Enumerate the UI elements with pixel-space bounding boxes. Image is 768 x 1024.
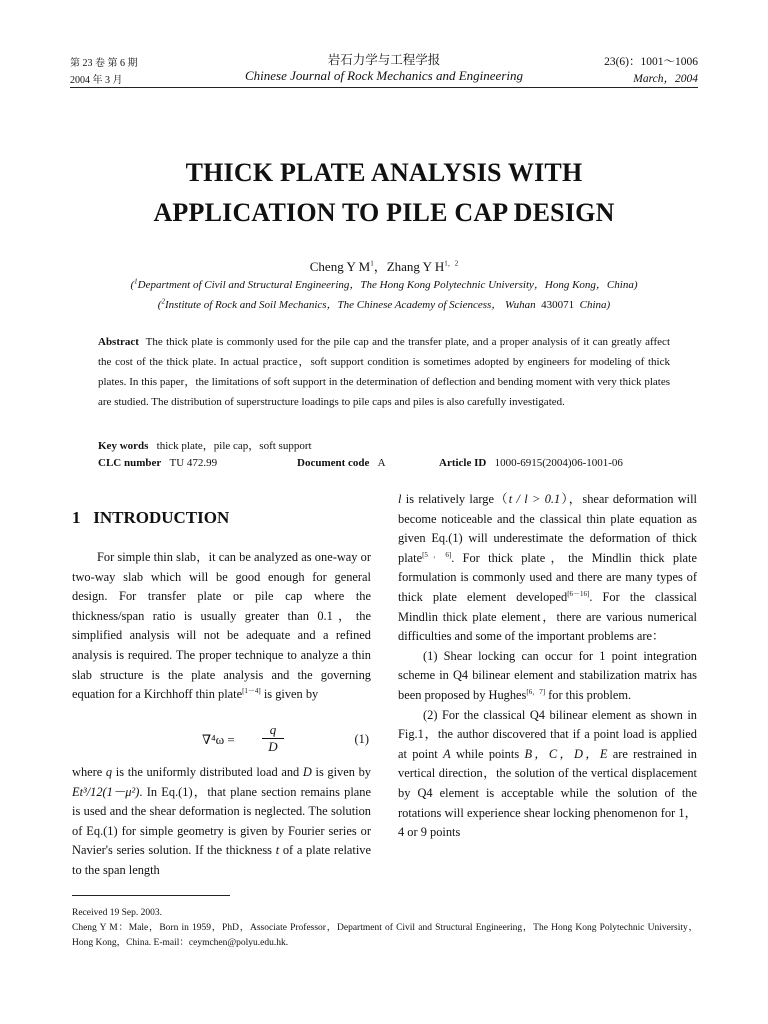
document-code [297,457,386,469]
equation-fraction [262,722,284,755]
left-paragraph-1 [72,548,371,705]
right-p0-d: . For the classical Mindlin thick plate element，there are various numerical difficulties and some of the important problems are： [398,589,697,644]
right-p2-b: while points [450,746,525,761]
affiliation-1-sup: 1 [134,277,138,286]
article-id-value: 1000-6915(2004)06-1001-06 [494,457,623,469]
left-p2-t: t [275,843,280,858]
left-p2-q: q [105,765,113,779]
footnote-received: Received 19 Sep. 2003. [72,908,162,918]
header-journal-en: Chinese Journal of Rock Mechanics and Engineering [245,68,523,83]
right-p2-A: A [443,746,451,761]
right-p1-b: for this problem. [545,687,632,702]
right-p0-ref2: [6－16] [567,589,590,598]
right-column [398,490,697,843]
article-id [439,457,623,469]
header-volume: 第 23 卷 第 6 期 [70,58,138,69]
article-id-label: Article ID [439,457,487,469]
paper-title-line2: APPLICATION TO PILE CAP DESIGN [153,198,615,227]
clc-label: CLC number [98,457,162,469]
clc-line [98,457,217,469]
paper-title-line1: THICK PLATE ANALYSIS WITH [185,158,583,187]
section-number: 1 [72,508,81,527]
header-journal-cn: 岩石力学与工程学报 [327,52,441,67]
author-sep: ， [373,259,387,274]
equation-1 [72,722,371,762]
right-p0-a: is relatively large（ [401,492,509,506]
left-p1-text: For simple thin slab，it can be analyzed as one-way or two-way slab which will be good enough for general design. For transfer plate or pile cap where the thickness/span ratio is usually greater than 0.1，the simplified analysis will not be adequate and a refined analysis is required. The proper technique to analyze a thin slab structure is the plate analysis and the governing equation for a Kirchhoff thin plate [72,550,371,702]
author-1-sup: 1 [370,259,374,268]
affiliation-1: ($^1$Department of Civil and Structural Engineering，The Hong Kong Polytechnic University，Hong Kong，China) [130,277,638,291]
keywords-value: thick plate，pile cap，soft support [156,440,312,452]
right-p2-a: (2) For the classical Q4 bilinear element as shown in Fig.1，the author discovered that if a point load is applied at point [398,707,697,761]
affiliation-1-text: Department of Civil and Structural Engineering，The Hong Kong Polytechnic University，Hong Kong，China [137,279,634,291]
section-heading [72,508,229,528]
keywords-label: Key words [98,440,149,452]
left-p2-D: D [302,765,312,779]
left-paragraph-2 [72,763,371,881]
left-p2-expr: Et³/12(1－μ²) [72,784,140,799]
author-2-sup: 1，2 [444,259,459,268]
header-date-en: March，2004 [633,73,698,85]
left-p1-tail: is given by [260,687,319,702]
affiliation-2-zip: 430071 [541,299,575,311]
left-p2-e: of a plate relative to the span length [72,843,371,877]
author-1: Cheng Y M [309,259,371,274]
left-p2-d: . In Eq.(1)，that plane section remains plane is used and the shear deformation is neglected. The solution of Eq.(1) for simple geometry is given by Fourier series or Navier's series solution. If the thickness [72,784,371,858]
equation-numerator: q [269,722,277,737]
right-p0-ref1: [5，6] [422,550,452,559]
left-p2-b: is the uniformly distributed load and [112,765,303,779]
right-p2-c: are restrained in vertical direction，the solution of the vertical displacement by Q4 element is acceptable while the solution of the rotations will experience shear locking phenomenon for 1，4 or 9 points [398,746,697,840]
abstract [98,332,670,412]
affiliation-2-sup: 2 [161,297,165,306]
authors [0,256,768,275]
keywords [98,437,312,453]
equation-denominator: D [268,739,278,754]
footnote-rule [72,895,230,896]
equation-number: (1) [354,732,369,746]
right-p0-c: . For thick plate，the Mindlin thick plate formulation is commonly used and there are many types of thick plate element developed [398,550,697,604]
right-p0-b: ），shear deformation will become noticeable and the classical thin plate equation as given Eq.(1) will underestimate the deformation of thick plate [398,492,697,565]
header-date-cn: 2004 年 3 月 [70,75,123,86]
right-p0-l: l [398,492,402,506]
header-pages: 23(6)：1001～1006 [604,56,698,68]
header-rule [70,87,698,88]
right-p0-expr: t / l > 0.1 [508,492,561,506]
abstract-label: Abstract [98,336,139,348]
left-p1-ref: [1－4] [242,687,261,696]
right-p1-ref: [6，7] [526,687,546,696]
affiliation-2-text: Institute of Rock and Soil Mechanics，The Chinese Academy of Sciencess， Wuhan [164,299,536,311]
footnote-bio: Cheng Y M：Male，Born in 1959，PhD，Associate Professor，Department of Civil and Structural Engineering，The Hong Kong Polytechnic University，Hong Kong，China. E-mail：ceymchen@polyu.edu.hk. [72,923,698,948]
footnote [72,906,698,951]
document-code-label: Document code [297,457,370,469]
author-2: Zhang Y H [386,259,445,274]
affiliation-2-country: China [579,299,607,311]
document-code-value: A [377,457,386,469]
equation-lhs: ∇⁴ω = [202,732,235,747]
right-p1-a: (1) Shear locking can occur for 1 point integration scheme in Q4 bilinear element and stabilization matrix has been proposed by Hughes [398,648,697,702]
section-title: INTRODUCTION [93,508,230,527]
clc-value: TU 472.99 [169,457,218,469]
left-p2-a: where [72,765,106,779]
right-p2-pts: B，C，D，E [524,746,608,761]
left-p2-c: is given by [311,765,371,779]
abstract-text: The thick plate is commonly used for the pile cap and the transfer plate, and a proper analysis of it can greatly affect the cost of the thick plate. In actual practice，soft support condition is sometimes adopted by engineers for modeling of thick plates. In this paper，the limitations of soft support in the determination of deflection and bending moment with very thick plates are studied. The distribution of superstructure loadings to pile caps and piles is also carefully investigated. [98,336,670,408]
affiliation-2: ($^2$Institute of Rock and Soil Mechanics，The Chinese Academy of Sciencess， Wuhan 430071 China) [157,297,611,311]
